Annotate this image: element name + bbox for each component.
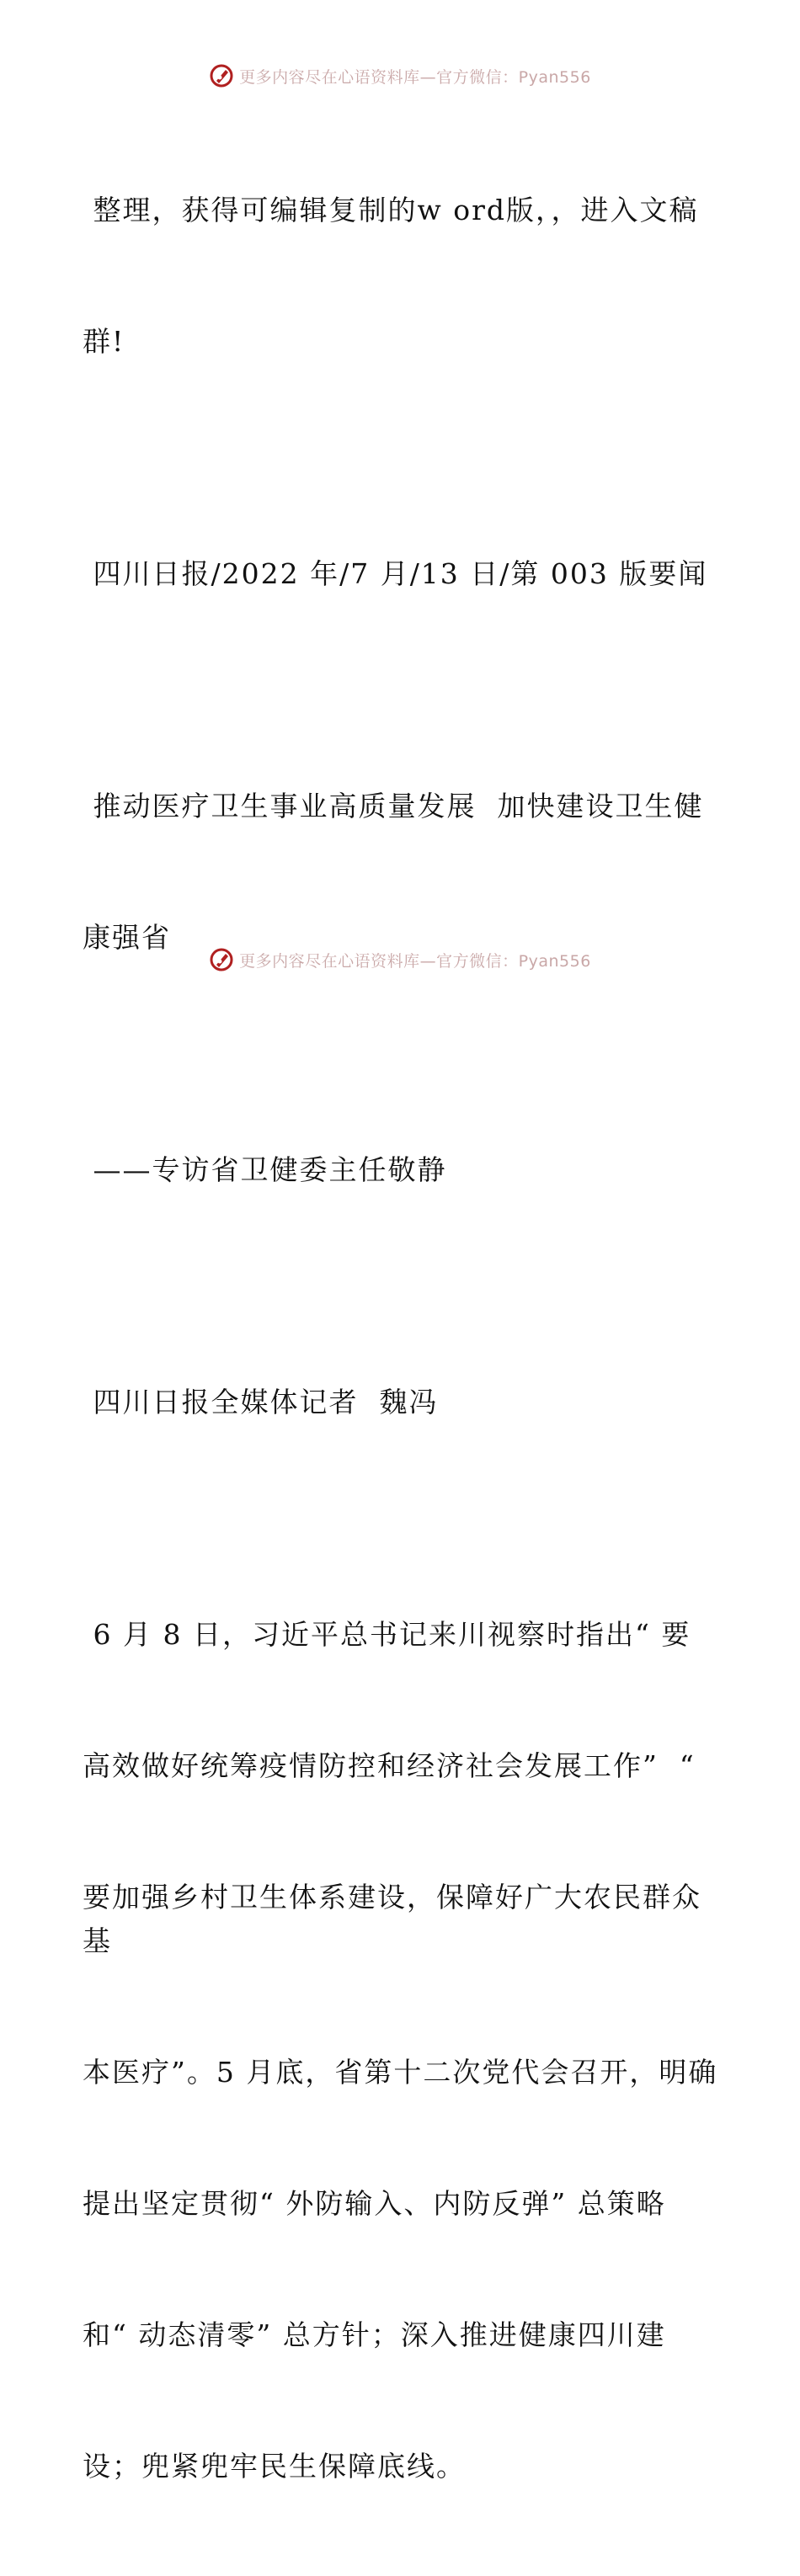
paragraph-intro [83, 101, 723, 451]
text-line: 四川日报全媒体记者 魏冯 [83, 1386, 439, 1418]
pen-circle-logo-icon [209, 63, 234, 88]
text-line: 和“ 动态清零” 总方针；深入推进健康四川建 [83, 2318, 666, 2351]
text-line: 设；兜紧兜牢民生保障底线。 [83, 2450, 466, 2483]
text-line: 康强省 [83, 921, 171, 954]
text-line: 本医疗”。5 月底，省第十二次党代会召开，明确 [83, 2056, 718, 2089]
paragraph-source [83, 465, 723, 684]
paragraph-headline [83, 697, 723, 1047]
text-line: 6 月 8 日，习近平总书记来川视察时指出“ 要 [83, 1618, 691, 1651]
paragraph-byline [83, 1293, 723, 1512]
text-line: 四川日报/2022 年/7 月/13 日/第 003 版要闻 [83, 557, 708, 590]
paragraph-body [83, 1525, 723, 2576]
watermark-footer [0, 943, 800, 977]
text-line: 推动医疗卫生事业高质量发展 加快建设卫生健 [83, 790, 704, 822]
text-line: 提出坚定贯彻“ 外防输入、内防反弹” 总策略 [83, 2187, 666, 2220]
text-line: 整理，获得可编辑复制的w ord版，，进入文稿 [83, 194, 699, 226]
text-line: ——专访省卫健委主任敬静 [83, 1153, 447, 1186]
watermark-text: 更多内容尽在心语资料库—官方微信：Pyan556 [239, 951, 591, 971]
text-line: 高效做好统筹疫情防控和经济社会发展工作” “ [83, 1749, 696, 1782]
watermark-text: 更多内容尽在心语资料库—官方微信：Pyan556 [239, 67, 591, 87]
pen-circle-logo-icon [209, 947, 234, 972]
text-line: 要加强乡村卫生体系建设，保障好广大农民群众基 [83, 1881, 701, 1957]
document-body [83, 101, 723, 2576]
paragraph-subtitle [83, 1061, 723, 1280]
watermark-header [0, 59, 800, 93]
text-line: 群! [83, 325, 125, 358]
